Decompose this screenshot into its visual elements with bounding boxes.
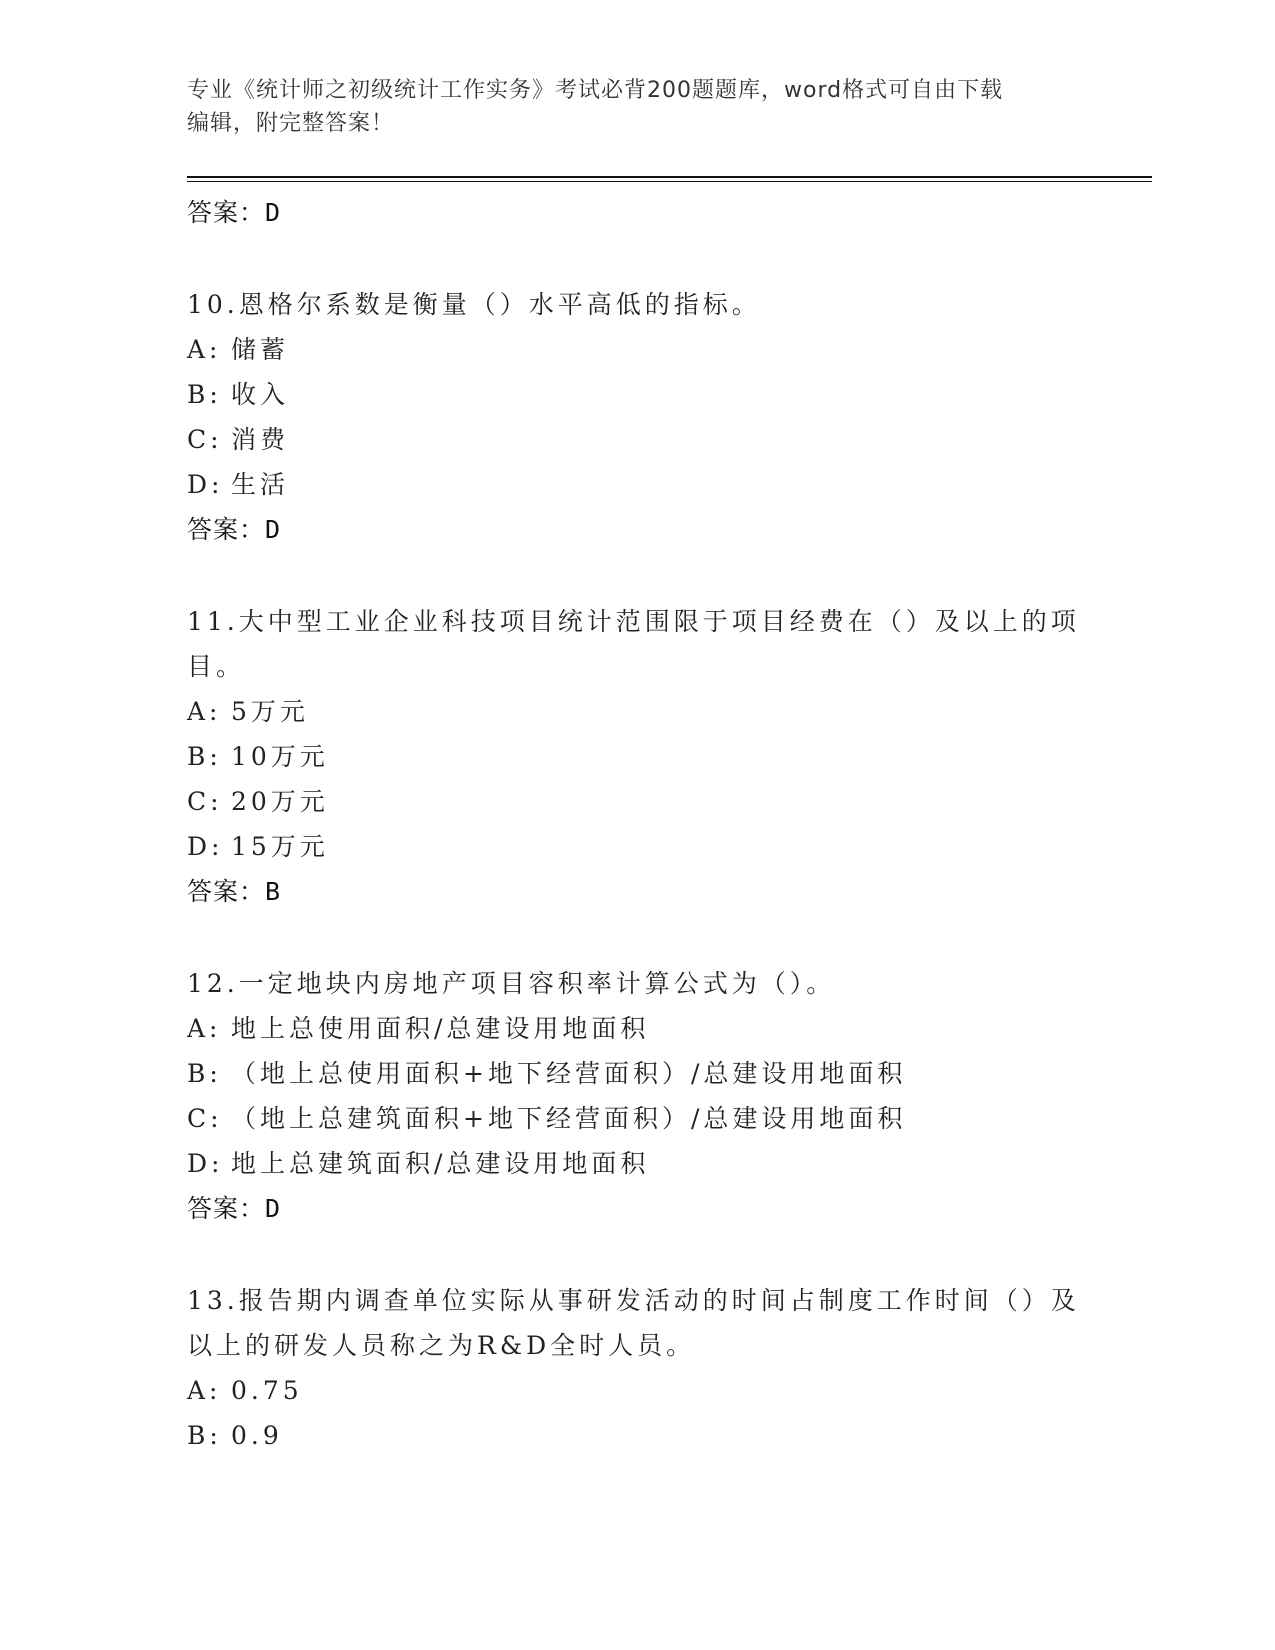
option-b [187, 1051, 1087, 1096]
answer-label: 答案： [187, 877, 266, 906]
option-a [187, 327, 1087, 372]
option-text: 消费 [231, 425, 290, 454]
option-letter: B: [187, 742, 222, 771]
answer-line [187, 507, 1087, 552]
answer-label: 答案： [187, 198, 266, 227]
question-stem: 13.报告期内调查单位实际从事研发活动的时间占制度工作时间（）及以上的研发人员称之为R&D全时人员。 [187, 1286, 1080, 1360]
option-d [187, 462, 1087, 507]
option-letter: D: [187, 470, 224, 499]
option-b [187, 372, 1087, 417]
option-text: 地上总建筑面积/总建设用地面积 [231, 1149, 650, 1178]
header-divider-thin [187, 181, 1152, 182]
option-text: 储蓄 [231, 335, 290, 364]
option-a [187, 689, 1087, 734]
option-text: 15万元 [231, 832, 329, 861]
header-line-1: 专业《统计师之初级统计工作实务》考试必背200题题库，word格式可自由下载 [187, 78, 1004, 103]
answer-label: 答案： [187, 515, 266, 544]
option-b [187, 1413, 1087, 1458]
option-d [187, 1141, 1087, 1186]
question-12 [187, 961, 1087, 1231]
answer-value: D [265, 515, 282, 544]
option-text: 0.75 [231, 1376, 303, 1405]
option-letter: D: [187, 1149, 224, 1178]
option-a [187, 1006, 1087, 1051]
option-letter: B: [187, 1421, 222, 1450]
answer-value: D [265, 1194, 282, 1223]
option-letter: D: [187, 832, 224, 861]
option-letter: B: [187, 380, 222, 409]
option-text: 10万元 [231, 742, 329, 771]
option-letter: A: [187, 1014, 222, 1043]
option-letter: A: [187, 335, 222, 364]
header-line-2: 编辑，附完整答案！ [187, 111, 395, 136]
question-stem: 10.恩格尔系数是衡量（）水平高低的指标。 [187, 290, 761, 319]
option-b [187, 734, 1087, 779]
option-letter: C: [187, 425, 223, 454]
option-letter: A: [187, 1376, 222, 1405]
document-header [187, 74, 1067, 140]
answer-value: D [265, 198, 282, 227]
question-stem: 12.一定地块内房地产项目容积率计算公式为（）。 [187, 969, 836, 998]
answer-label: 答案： [187, 1194, 266, 1223]
option-text: 20万元 [231, 787, 329, 816]
answer-line [187, 869, 1087, 914]
option-text: 0.9 [231, 1421, 283, 1450]
option-a [187, 1368, 1087, 1413]
option-text: 5万元 [231, 697, 309, 726]
option-letter: C: [187, 1104, 223, 1133]
header-divider [187, 176, 1152, 178]
answer-line [187, 1186, 1087, 1231]
question-stem: 11.大中型工业企业科技项目统计范围限于项目经费在（）及以上的项目。 [187, 607, 1080, 681]
option-text: 生活 [231, 470, 290, 499]
option-text: （地上总建筑面积+地下经营面积）/总建设用地面积 [231, 1104, 907, 1133]
option-c [187, 779, 1087, 824]
question-13 [187, 1278, 1087, 1458]
answer-line [187, 190, 1087, 235]
option-letter: C: [187, 787, 223, 816]
option-text: 收入 [231, 380, 290, 409]
option-letter: B: [187, 1059, 222, 1088]
option-c [187, 417, 1087, 462]
question-11 [187, 599, 1087, 914]
option-text: （地上总使用面积+地下经营面积）/总建设用地面积 [231, 1059, 907, 1088]
question-list [187, 190, 1087, 1458]
answer-value: B [265, 877, 282, 906]
question-10 [187, 282, 1087, 552]
option-d [187, 824, 1087, 869]
option-text: 地上总使用面积/总建设用地面积 [231, 1014, 650, 1043]
option-letter: A: [187, 697, 222, 726]
option-c [187, 1096, 1087, 1141]
